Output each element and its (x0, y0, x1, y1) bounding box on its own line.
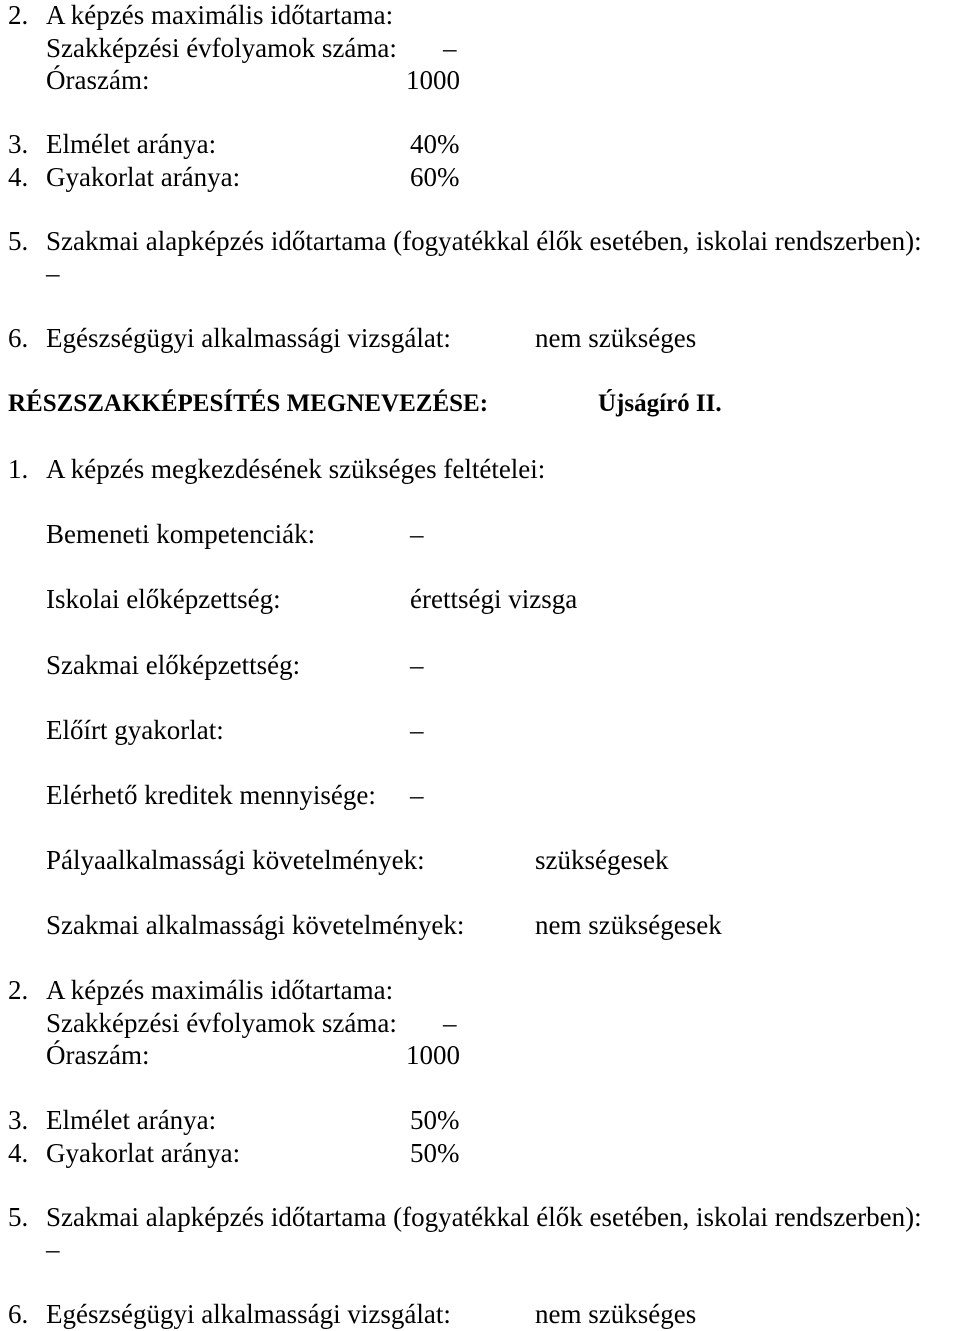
section-number: 3. (8, 129, 29, 159)
years-label: Szakképzési évfolyamok száma: (46, 33, 397, 63)
section-number: 3. (8, 1105, 29, 1135)
hours-value: 1000 (406, 65, 460, 95)
partial-qualification-value: Újságíró II. (598, 390, 722, 417)
career-requirements-value: szükségesek (535, 845, 669, 875)
hours-label: Óraszám: (46, 1040, 150, 1070)
section-number: 2. (8, 0, 29, 30)
years-value: – (443, 33, 457, 63)
school-prior-label: Iskolai előképzettség: (46, 584, 281, 614)
section-number: 5. (8, 226, 29, 256)
section-number: 6. (8, 1299, 29, 1329)
professional-prior-label: Szakmai előképzettség: (46, 650, 301, 680)
practice-label: Gyakorlat aránya: (46, 1138, 241, 1168)
section-number: 2. (8, 975, 29, 1005)
years-value: – (443, 1008, 457, 1038)
duration-heading: A képzés maximális időtartama: (46, 0, 394, 30)
duration-heading: A képzés maximális időtartama: (46, 975, 394, 1005)
practice-value: 50% (410, 1138, 460, 1168)
hours-label: Óraszám: (46, 65, 150, 95)
partial-qualification-label: RÉSZSZAKKÉPESÍTÉS MEGNEVEZÉSE: (8, 390, 489, 417)
health-exam-label: Egészségügyi alkalmassági vizsgálat: (46, 323, 451, 353)
section-number: 6. (8, 323, 29, 353)
theory-label: Elmélet aránya: (46, 1105, 217, 1135)
prerequisites-heading: A képzés megkezdésének szükséges feltételei: (46, 454, 546, 484)
basic-training-value: – (46, 1234, 60, 1264)
health-exam-label: Egészségügyi alkalmassági vizsgálat: (46, 1299, 451, 1329)
entry-competencies-value: – (410, 519, 424, 549)
credits-value: – (410, 780, 424, 810)
health-exam-value: nem szükséges (535, 323, 697, 353)
section-number: 1. (8, 454, 29, 484)
years-label: Szakképzési évfolyamok száma: (46, 1008, 397, 1038)
required-practice-value: – (410, 715, 424, 745)
practice-label: Gyakorlat aránya: (46, 162, 241, 192)
career-requirements-label: Pályaalkalmassági követelmények: (46, 845, 425, 875)
basic-training-label: Szakmai alapképzés időtartama (fogyatékkal élők esetében, iskolai rendszerben): (46, 226, 922, 256)
professional-prior-value: – (410, 650, 424, 680)
entry-competencies-label: Bemeneti kompetenciák: (46, 519, 316, 549)
school-prior-value: érettségi vizsga (410, 584, 578, 614)
required-practice-label: Előírt gyakorlat: (46, 715, 224, 745)
section-number: 4. (8, 162, 29, 192)
section-number: 5. (8, 1202, 29, 1232)
hours-value: 1000 (406, 1040, 460, 1070)
theory-label: Elmélet aránya: (46, 129, 217, 159)
practice-value: 60% (410, 162, 460, 192)
professional-requirements-label: Szakmai alkalmassági követelmények: (46, 910, 465, 940)
basic-training-label: Szakmai alapképzés időtartama (fogyatékkal élők esetében, iskolai rendszerben): (46, 1202, 922, 1232)
credits-label: Elérhető kreditek mennyisége: (46, 780, 376, 810)
section-number: 4. (8, 1138, 29, 1168)
basic-training-value: – (46, 258, 60, 288)
health-exam-value: nem szükséges (535, 1299, 697, 1329)
professional-requirements-value: nem szükségesek (535, 910, 722, 940)
theory-value: 40% (410, 129, 460, 159)
theory-value: 50% (410, 1105, 460, 1135)
